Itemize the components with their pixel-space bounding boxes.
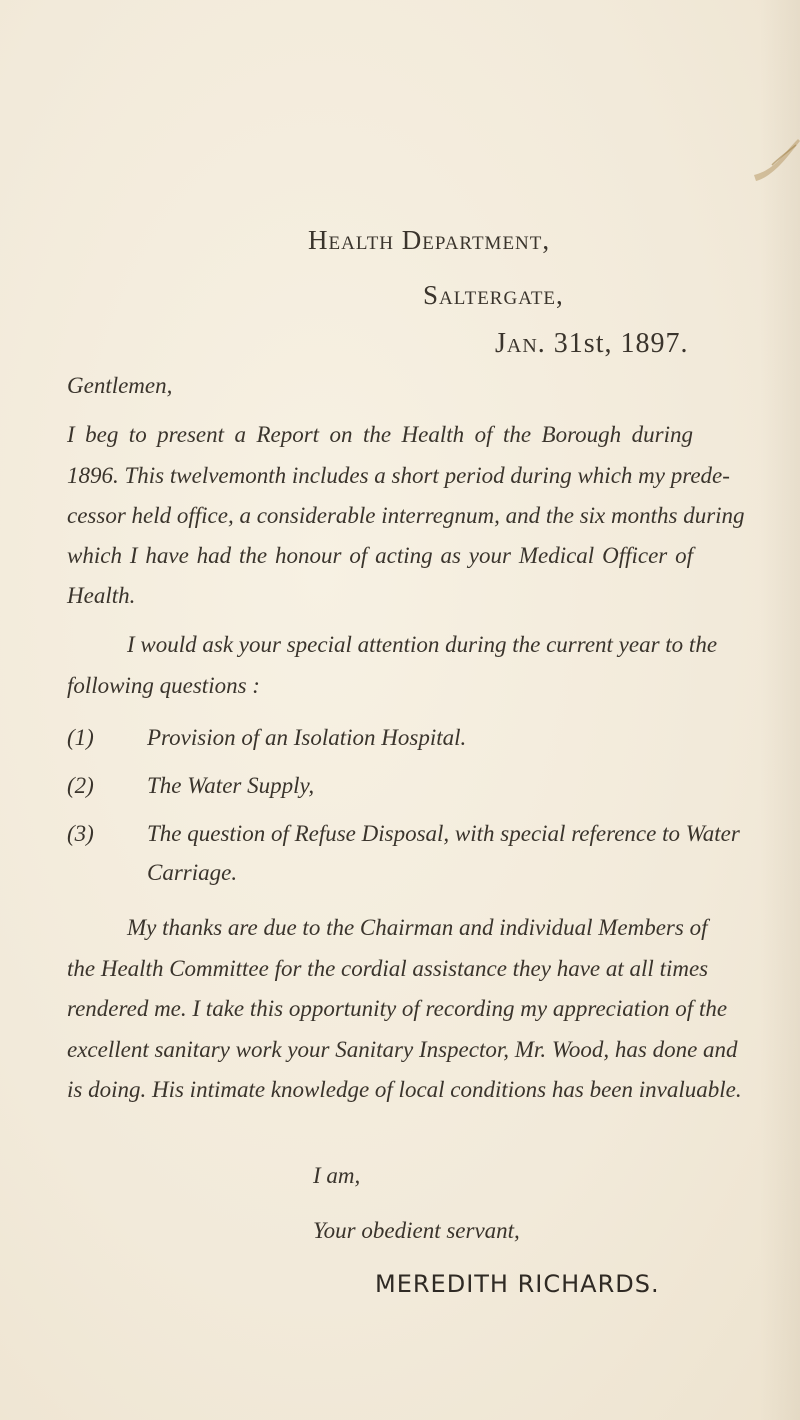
paragraph-1-line: 1896. This twelvemonth includes a short period during which my prede- [67, 463, 730, 488]
question-item [67, 773, 314, 799]
salutation: Gentlemen, [67, 373, 173, 398]
paragraph-1-line: Health. [67, 583, 136, 608]
question-item [67, 821, 740, 847]
question-text: The Water Supply, [147, 773, 315, 798]
question-number: (1) [67, 725, 94, 750]
signature: MEREDITH RICHARDS. [375, 1270, 660, 1298]
question-number: (2) [67, 773, 94, 798]
letter-date [495, 328, 688, 360]
paragraph-1-line: cessor held office, a considerable interregnum, and the six months during [67, 503, 745, 528]
valediction: Your obedient servant, [313, 1218, 520, 1243]
paragraph-3-line: My thanks are due to the Chairman and individual Members of [127, 915, 708, 940]
ink-stain-mark [752, 135, 800, 185]
paragraph-3-line: excellent sanitary work your Sanitary Inspector, Mr. Wood, has done and [67, 1037, 738, 1062]
paragraph-3-line: is doing. His intimate knowledge of local conditions has been invaluable. [67, 1077, 742, 1102]
paragraph-2-line: following questions : [67, 673, 260, 698]
question-continuation: Carriage. [147, 860, 238, 885]
page-edge-shadow [760, 0, 800, 1420]
date-year: 1897. [620, 328, 689, 359]
question-text: The question of Refuse Disposal, with special reference to Water [147, 821, 740, 846]
department-heading: Health Department, [308, 225, 551, 255]
paragraph-1-line: I beg to present a Report on the Health of the Borough during [67, 422, 693, 447]
closing-line: I am, [313, 1163, 361, 1188]
paragraph-2-line: I would ask your special attention during the current year to the [127, 632, 718, 657]
question-text: Provision of an Isolation Hospital. [147, 725, 467, 750]
paragraph-1-line: which I have had the honour of acting as your Medical Officer of [67, 543, 693, 568]
question-number: (3) [67, 821, 94, 846]
street-heading: Saltergate, [423, 280, 564, 310]
paragraph-3-line: rendered me. I take this opportunity of recording my appreciation of the [67, 996, 728, 1021]
date-day: 31st, [553, 328, 613, 359]
date-month: Jan. [495, 328, 546, 359]
paragraph-3-line: the Health Committee for the cordial assistance they have at all times [67, 956, 709, 981]
question-item [67, 725, 466, 751]
